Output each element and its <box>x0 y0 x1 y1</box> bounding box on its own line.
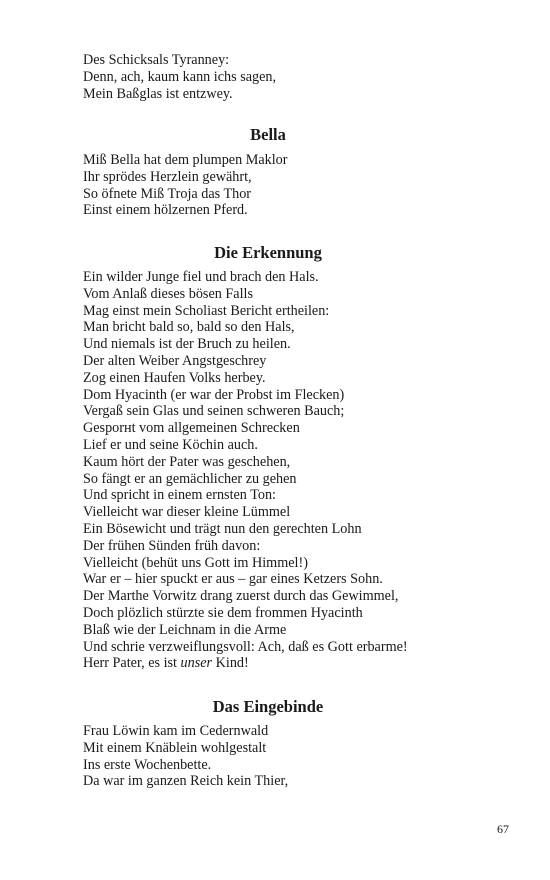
verse-line: Da war im ganzen Reich kein Thier, <box>83 773 289 790</box>
verse-line: Mit einem Knäblein wohlgestalt <box>83 739 267 756</box>
verse-line: Vergaß sein Glas und seinen schweren Bauch; <box>83 403 345 420</box>
verse-line: Ihr sprödes Herzlein gewährt, <box>83 168 252 185</box>
verse-line: Miß Bella hat dem plumpen Maklor <box>83 152 288 168</box>
poem-body-das-eingebinde <box>83 723 463 790</box>
verse-line: Vielleicht (behüt uns Gott im Himmel!) <box>83 554 308 571</box>
poem-body-bella <box>83 152 463 219</box>
verse-line: Frau Löwin kam im Cedernwald <box>83 723 269 739</box>
page-number: 67 <box>497 822 509 836</box>
verse-line: Und schrie verzweiflungsvoll: Ach, daß es Gott erbarme! <box>83 638 408 655</box>
verse-line: Ein wilder Junge fiel und brach den Hals. <box>83 269 319 285</box>
poem-title-das-eingebinde: Das Eingebinde <box>212 697 324 716</box>
verse-line: Mag einst mein Scholiast Bericht ertheilen: <box>83 302 330 319</box>
verse-line: Zog einen Haufen Volks herbey. <box>83 369 266 386</box>
verse-line-final <box>83 655 463 672</box>
verse-line: Und niemals ist der Bruch zu heilen. <box>83 336 291 353</box>
verse-line: Kaum hört der Pater was geschehen, <box>83 453 291 470</box>
verse-line: Der Marthe Vorwitz drang zuerst durch das Gewimmel, <box>83 588 399 605</box>
verse-line: Der alten Weiber Angstgeschrey <box>83 352 267 369</box>
verse-line: Gesporнt vom allgemeinen Schrecken <box>83 420 300 437</box>
verse-line: Ins erste Wochenbette. <box>83 756 212 773</box>
verse-line: So öfnete Miß Troja das Thor <box>83 185 252 202</box>
verse-line: Denn, ach, kaum kann ichs sagen, <box>83 68 277 85</box>
verse-line: Mein Baßglas ist entzwey. <box>83 85 233 102</box>
poem-title-bella: Bella <box>250 125 286 144</box>
verse-line: Man bricht bald so, bald so den Hals, <box>83 319 295 336</box>
verse-line: So fängt er an gemächlicher zu gehen <box>83 470 297 487</box>
poem-title-die-erkennung: Die Erkennung <box>214 243 322 262</box>
poem-body-die-erkennung <box>83 269 463 672</box>
verse-line: Einst einem hölzernen Pferd. <box>83 202 248 219</box>
verse-line: Doch plözlich stürzte sie dem frommen Hyacinth <box>83 604 363 621</box>
verse-line: Des Schicksals Tyranney: <box>83 52 230 68</box>
verse-text: Kind! <box>212 655 249 672</box>
verse-line: Der frühen Sünden früh davon: <box>83 537 261 554</box>
verse-line: Blaß wie der Leichnam in die Arme <box>83 621 287 638</box>
verse-line: Und spricht in einem ernsten Ton: <box>83 487 276 504</box>
opening-stanza <box>83 52 463 102</box>
verse-line: Ein Bösewicht und trägt nun den gerechten Lohn <box>83 520 362 537</box>
verse-line: Vom Anlaß dieses bösen Falls <box>83 285 253 302</box>
verse-line: War er – hier spuckt er aus – gar eines Ketzers Sohn. <box>83 571 383 588</box>
verse-line: Dom Hyacinth (er war der Probst im Flecken) <box>83 386 345 403</box>
verse-line: Vielleicht war dieser kleine Lümmel <box>83 504 291 521</box>
emphasized-word: unser <box>180 655 213 672</box>
verse-line: Lief er und seine Köchin auch. <box>83 436 258 453</box>
verse-text: Herr Pater, es ist <box>83 655 181 672</box>
